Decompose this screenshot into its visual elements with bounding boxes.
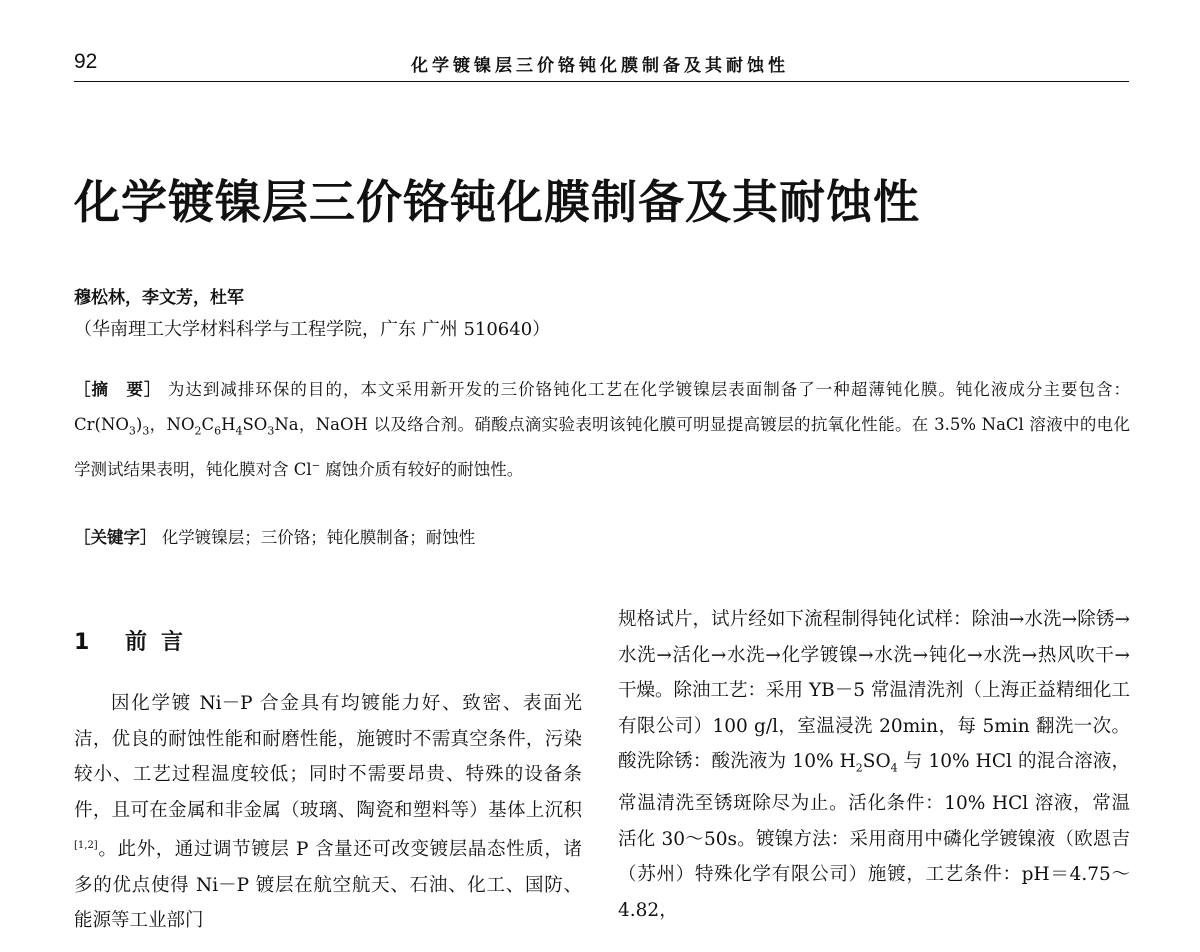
abstract-text: 为达到减排环保的目的，本文采用新开发的三价铬钝化工艺在化学镀镍层表面制备了一种超薄钝化膜。钝化液成分主要包含：$Cr(NO_3)_3$，$NO_2C_6H_4SO_3Na$，NaOH 以及络合剂。硝酸点滴实验表明该钝化膜可明显提高镀层的抗氧化性能。在 3.5% NaCl 溶液中的电化学测试结果表明，钝化膜对含 Cl− 腐蚀介质有较好的耐蚀性。 bbox=[74, 380, 1131, 479]
header-rule bbox=[74, 81, 1129, 82]
article-title: 化学镀镍层三价铬钝化膜制备及其耐蚀性 bbox=[74, 175, 920, 229]
method-paragraph: 规格试片，试片经如下流程制得钝化试样：除油→水洗→除锈→水洗→活化→水洗→化学镀镍→水洗→钝化→水洗→热风吹干→干燥。除油工艺：采用 YB－5 常温清洗剂（上海正益精细化工有限公司）100 g/l，室温浸洗 20min，每 5min 翻洗一次。酸洗除锈：酸洗液为 10% $H_2SO_4$ 与 10% HCl 的混合溶液，常温清洗至锈斑除尽为止。活化条件：10% HCl 溶液，常温活化 30～50s。镀镍方法：采用商用中磷化学镀镍液（欧恩吉（苏州）特殊化学有限公司）施镀，工艺条件：pH＝4.75～4.82， bbox=[618, 609, 1130, 921]
abstract-label: ［摘 要］ bbox=[74, 380, 162, 399]
introduction-paragraph: 因化学镀 Ni－P 合金具有均镀能力好、致密、表面光洁，优良的耐蚀性能和耐磨性能，施镀时不需真空条件，污染较小、工艺过程温度较低；同时不需要昂贵、特殊的设备条件，且可在金属和非金属（玻璃、陶瓷和塑料等）基体上沉积[1,2]。此外，通过调节镀层 P 含量还可改变镀层晶态性质，诸多的优点使得 Ni－P 镀层在航空航天、石油、化工、国防、能源等工业部门 bbox=[74, 693, 582, 932]
citation: [1,2] bbox=[74, 840, 98, 851]
left-column bbox=[74, 628, 582, 939]
abstract bbox=[74, 372, 1130, 487]
running-header bbox=[0, 0, 1200, 82]
page-number: 92 bbox=[74, 50, 98, 73]
keywords bbox=[74, 523, 1130, 553]
author-list: 穆松林，李文芳，杜军 bbox=[74, 288, 244, 308]
keywords-label: ［关键字］ bbox=[74, 528, 157, 547]
affiliation: （华南理工大学材料科学与工程学院，广东 广州 510640） bbox=[74, 319, 551, 340]
section-heading-introduction: 1 前言 bbox=[74, 630, 197, 655]
keywords-text: 化学镀镍层；三价铬；钝化膜制备；耐蚀性 bbox=[161, 528, 476, 547]
right-column bbox=[618, 602, 1130, 928]
running-title: 化学镀镍层三价铬钝化膜制备及其耐蚀性 bbox=[411, 56, 789, 76]
